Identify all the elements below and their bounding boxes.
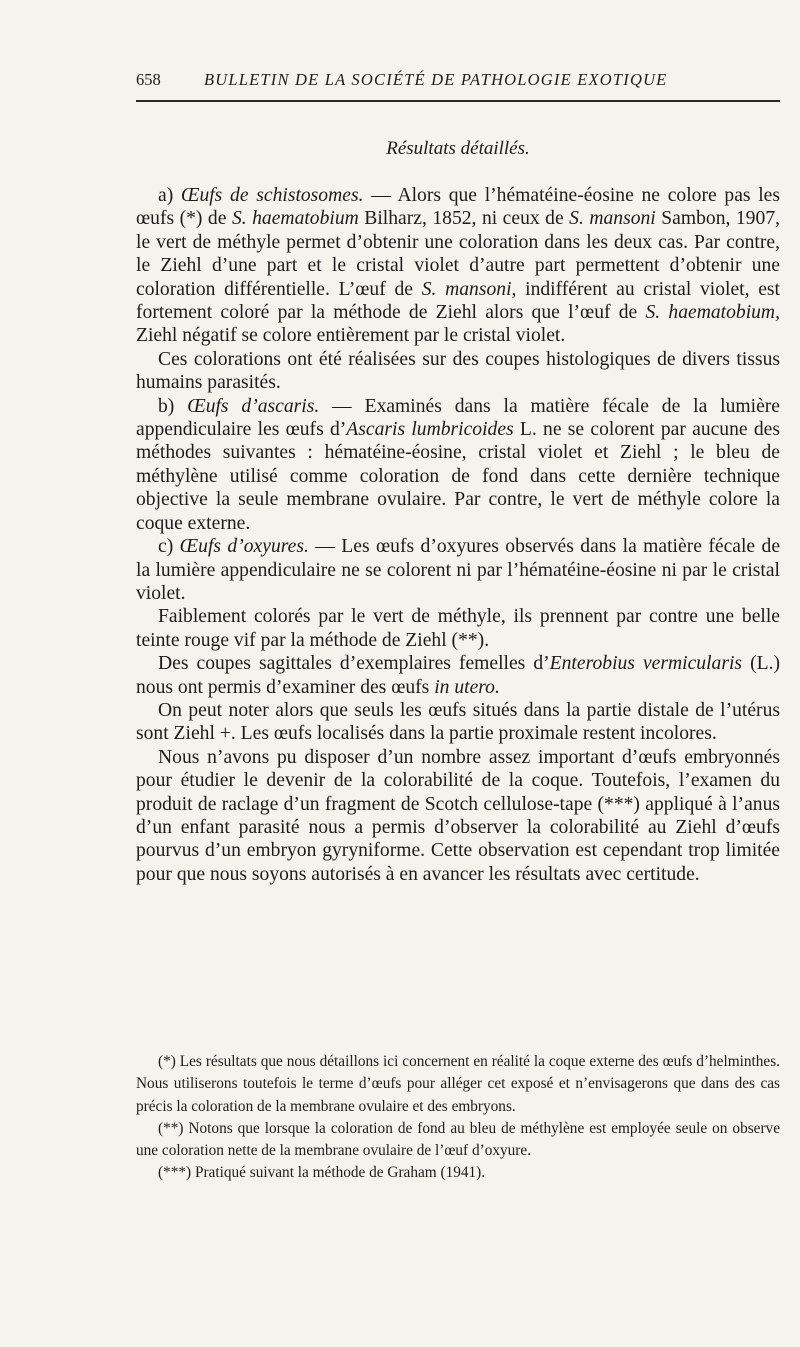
paragraph-ziehl: Faiblement colorés par le vert de méthyle, ils prennent par contre une belle teinte rouge vif par la méthode de Ziehl (**).	[136, 606, 780, 651]
footnote-3: (***) Pratiqué suivant la méthode de Graham (1941).	[158, 1164, 486, 1182]
footnote-1: (*) Les résultats que nous détaillons ici concernent en réalité la coque externe des œufs d’helminthes. Nous utiliserons toutefois le terme d’œufs pour alléger cet exposé et n’envisagerons que dans des cas précis la coloration de la membrane ovulaire et des embryons.	[136, 1053, 780, 1115]
running-header	[136, 70, 778, 90]
paragraph-uterus: On peut noter alors que seuls les œufs situés dans la partie distale de l’utérus sont Ziehl +. Les œufs localisés dans la partie proximale restent incolores.	[136, 699, 780, 745]
journal-title: BULLETIN DE LA SOCIÉTÉ DE PATHOLOGIE EXOTIQUE	[204, 70, 668, 89]
paragraph-colorations: Ces colorations ont été réalisées sur des coupes histologiques de divers tissus humains parasités.	[136, 348, 780, 394]
footnote-2: (**) Notons que lorsque la coloration de fond au bleu de méthylène est employée seule on observe une coloration nette de la membrane ovulaire de l’œuf d’oxyure.	[136, 1119, 780, 1160]
paragraph-schistosomes: a) Œufs de schistosomes. — Alors que l’hématéine-éosine ne colore pas les œufs (*) de S. haematobium Bilharz, 1852, ni ceux de S. mansoni Sambon, 1907, le vert de méthyle permet d’obtenir une coloration dans les deux cas. Par contre, le Ziehl d’une part et le cristal violet d’autre part permettent d’obtenir une coloration différentielle. L’œuf de S. mansoni, indifférent au cristal violet, est fortement coloré par la méthode de Ziehl alors que l’œuf de S. haematobium, Ziehl négatif se colore entièrement par le cristal violet.	[136, 185, 780, 347]
page-number: 658	[136, 70, 161, 89]
paragraph-coupes: Des coupes sagittales d’exemplaires femelles d’Enterobius vermicularis (L.) nous ont permis d’examiner des œufs in utero.	[136, 653, 780, 698]
section-title: Résultats détaillés.	[386, 138, 530, 159]
paragraph-ascaris: b) Œufs d’ascaris. — Examinés dans la matière fécale de la lumière appendiculaire les œufs d’Ascaris lumbricoides L. ne se colorent par aucune des méthodes suivantes : hématéine-éosine, cristal violet et Ziehl ; le bleu de méthylène utilisé comme coloration de fond dans cette dernière technique objective la seule membrane ovulaire. Par contre, le vert de méthyle colore la coque externe.	[136, 395, 780, 534]
body-text	[136, 184, 780, 886]
paragraph-embryonnes: Nous n’avons pu disposer d’un nombre assez important d’œufs embryonnés pour étudier le devenir de la colorabilité de la coque. Toutefois, l’examen du produit de raclage d’un fragment de Scotch cellulose-tape (***) appliqué à l’anus d’un enfant parasité nous a permis d’observer la colorabilité au Ziehl d’œufs pourvus d’un embryon gyryniforme. Cette observation est cependant trop limitée pour que nous soyons autorisés à en avancer les résultats avec certitude.	[136, 746, 780, 885]
header-rule	[136, 100, 780, 102]
paragraph-oxyures: c) Œufs d’oxyures. — Les œufs d’oxyures observés dans la matière fécale de la lumière appendiculaire ne se colorent ni par l’hématéine-éosine ni par le cristal violet.	[136, 536, 781, 604]
footnotes	[136, 1051, 780, 1185]
